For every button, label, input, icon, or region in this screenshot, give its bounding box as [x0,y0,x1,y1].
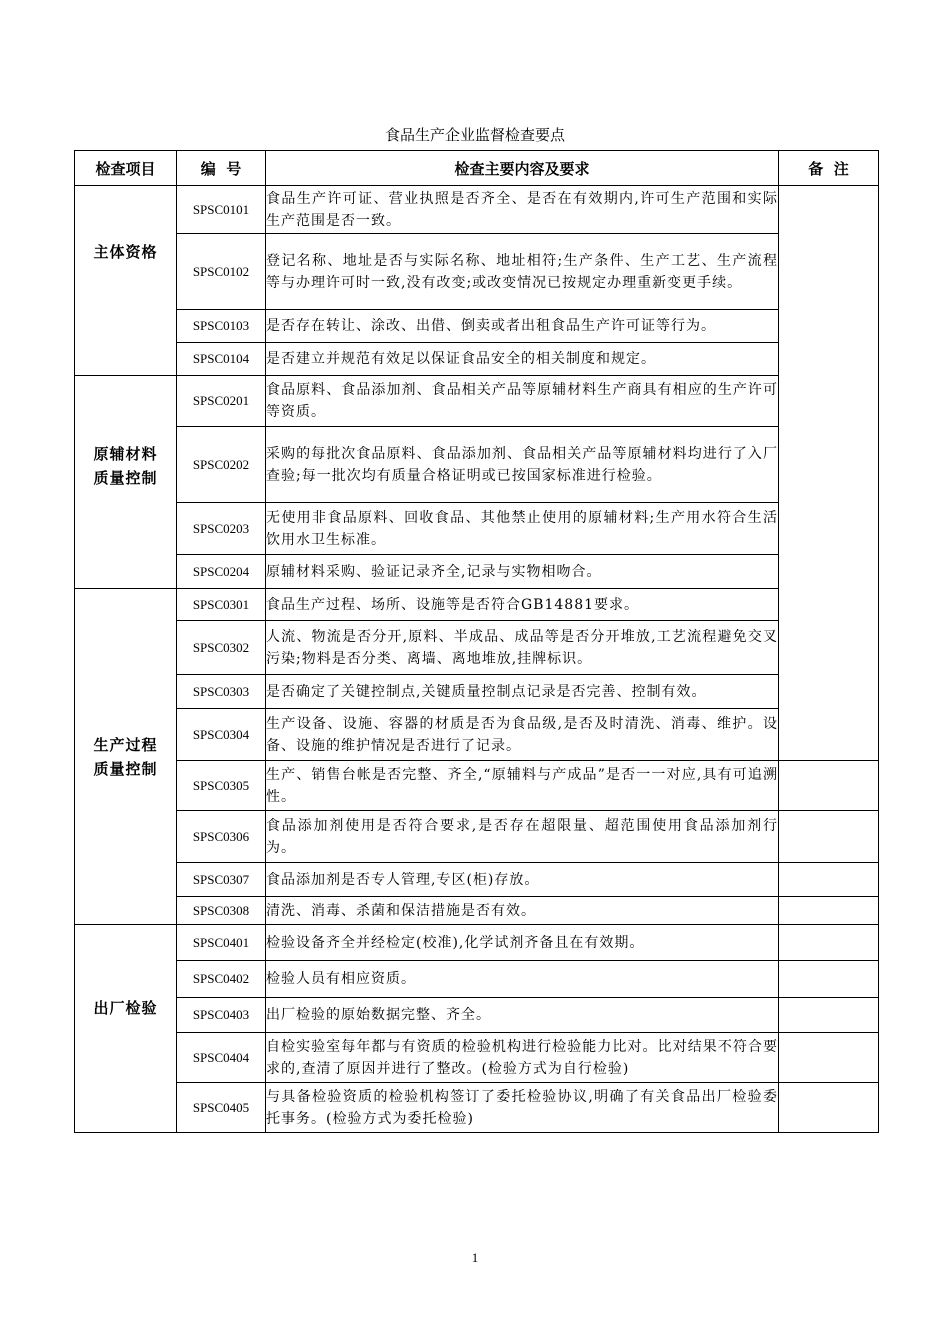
row-content: 采购的每批次食品原料、食品添加剂、食品相关产品等原辅材料均进行了入厂查验;每一批次均有质量合格证明或已按国家标准进行检验。 [266,427,779,503]
table-row [75,427,879,503]
row-note [779,1083,879,1133]
row-note [779,897,879,925]
table-row [75,1083,879,1133]
inspection-table [74,150,879,1133]
row-code: SPSC0304 [177,709,266,761]
table-row [75,709,879,761]
table-row [75,234,879,310]
row-code: SPSC0404 [177,1033,266,1083]
row-content: 生产设备、设施、容器的材质是否为食品级,是否及时清洗、消毒、维护。设备、设施的维护情况是否进行了记录。 [266,709,779,761]
row-note [779,1033,879,1083]
header-code: 编 号 [177,151,266,186]
category-raw-material-control [75,376,177,589]
category-label: 出厂检验 [93,998,158,1017]
row-note [779,961,879,998]
category-label: 原辅材料 [93,445,158,463]
category-label-line2: 质量控制 [93,759,158,778]
row-content: 是否建立并规范有效足以保证食品安全的相关制度和规定。 [266,343,779,376]
row-code: SPSC0303 [177,675,266,709]
row-code: SPSC0101 [177,186,266,234]
category-factory-inspection [75,925,177,1133]
row-content: 是否存在转让、涂改、出借、倒卖或者出租食品生产许可证等行为。 [266,310,779,343]
table-row [75,589,879,621]
table-row [75,310,879,343]
header-note: 备 注 [779,151,879,186]
row-content: 食品添加剂使用是否符合要求,是否存在超限量、超范围使用食品添加剂行为。 [266,811,779,863]
table-row [75,811,879,863]
row-content: 生产、销售台帐是否完整、齐全,“原辅料与产成品”是否一一对应,具有可追溯性。 [266,761,779,811]
row-code: SPSC0305 [177,761,266,811]
row-code: SPSC0102 [177,234,266,310]
row-code: SPSC0302 [177,621,266,675]
row-code: SPSC0405 [177,1083,266,1133]
table-row [75,1033,879,1083]
row-code: SPSC0103 [177,310,266,343]
row-content: 自检实验室每年都与有资质的检验机构进行检验能力比对。比对结果不符合要求的,查清了原因并进行了整改。(检验方式为自行检验) [266,1033,779,1083]
row-content: 食品生产许可证、营业执照是否齐全、是否在有效期内,许可生产范围和实际生产范围是否一致。 [266,186,779,234]
table-row [75,621,879,675]
row-content: 食品生产过程、场所、设施等是否符合GB14881要求。 [266,589,779,621]
row-code: SPSC0104 [177,343,266,376]
table-row [75,503,879,555]
row-code: SPSC0202 [177,427,266,503]
row-note [779,863,879,897]
row-note [779,811,879,863]
row-note [779,761,879,811]
table-row [75,555,879,589]
row-content: 食品原料、食品添加剂、食品相关产品等原辅材料生产商具有相应的生产许可等资质。 [266,376,779,427]
row-code: SPSC0308 [177,897,266,925]
row-code: SPSC0307 [177,863,266,897]
row-content: 人流、物流是否分开,原料、半成品、成品等是否分开堆放,工艺流程避免交叉污染;物料是否分类、离墙、离地堆放,挂牌标识。 [266,621,779,675]
table-row [75,343,879,376]
document-title: 食品生产企业监督检查要点 [384,126,565,144]
table-header-row [75,151,879,186]
row-code: SPSC0301 [177,589,266,621]
row-code: SPSC0203 [177,503,266,555]
header-content: 检查主要内容及要求 [266,151,779,186]
row-content: 原辅材料采购、验证记录齐全,记录与实物相吻合。 [266,555,779,589]
row-content: 是否确定了关键控制点,关键质量控制点记录是否完善、控制有效。 [266,675,779,709]
row-content: 与具备检验资质的检验机构签订了委托检验协议,明确了有关食品出厂检验委托事务。(检验方式为委托检验) [266,1083,779,1133]
row-code: SPSC0204 [177,555,266,589]
category-label: 主体资格 [93,242,158,261]
row-content: 清洗、消毒、杀菌和保洁措施是否有效。 [266,897,779,925]
table-row [75,998,879,1033]
table-row [75,961,879,998]
row-content: 检验设备齐全并经检定(校准),化学试剂齐备且在有效期。 [266,925,779,961]
table-row [75,761,879,811]
table-row [75,675,879,709]
category-subject-qualification [75,186,177,376]
row-content: 食品添加剂是否专人管理,专区(柜)存放。 [266,863,779,897]
row-content: 出厂检验的原始数据完整、齐全。 [266,998,779,1033]
category-label-line2: 质量控制 [93,469,158,487]
row-content: 无使用非食品原料、回收食品、其他禁止使用的原辅材料;生产用水符合生活饮用水卫生标准。 [266,503,779,555]
row-code: SPSC0201 [177,376,266,427]
row-code: SPSC0401 [177,925,266,961]
row-note [779,186,879,761]
row-note [779,998,879,1033]
row-code: SPSC0403 [177,998,266,1033]
table-row [75,376,879,427]
row-note [779,925,879,961]
table-row [75,897,879,925]
table-row [75,925,879,961]
table-row [75,186,879,234]
row-content: 检验人员有相应资质。 [266,961,779,998]
header-category: 检查项目 [75,151,177,186]
row-content: 登记名称、地址是否与实际名称、地址相符;生产条件、生产工艺、生产流程等与办理许可时一致,没有改变;或改变情况已按规定办理重新变更手续。 [266,234,779,310]
page-number: 1 [471,1250,479,1265]
table-row [75,863,879,897]
row-code: SPSC0306 [177,811,266,863]
category-production-process-control [75,589,177,925]
row-code: SPSC0402 [177,961,266,998]
category-label: 生产过程 [93,735,158,754]
